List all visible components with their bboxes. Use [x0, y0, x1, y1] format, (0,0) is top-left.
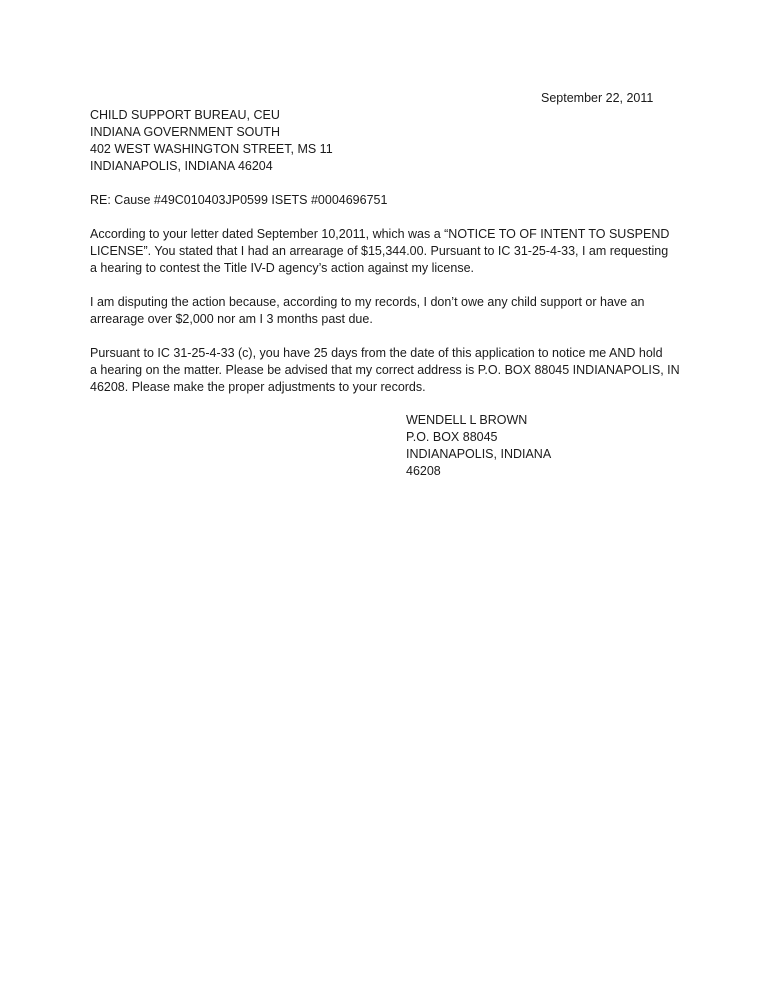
paragraph-line: arrearage over $2,000 nor am I 3 months past due.	[90, 312, 373, 326]
recipient-line: INDIANAPOLIS, INDIANA 46204	[90, 159, 273, 173]
subject-line: RE: Cause #49C010403JP0599 ISETS #0004696751	[90, 193, 388, 207]
paragraph-line: 46208. Please make the proper adjustments to your records.	[90, 380, 426, 394]
paragraph-line: According to your letter dated September 10,2011, which was a “NOTICE TO OF INTENT TO SUSPEND	[90, 227, 670, 241]
signature-line: WENDELL L BROWN	[406, 413, 528, 427]
paragraph-hearing	[90, 345, 690, 396]
recipient-line: INDIANA GOVERNMENT SOUTH	[90, 125, 281, 139]
paragraph-line: a hearing to contest the Title IV-D agency’s action against my license.	[90, 261, 475, 275]
letter-date: September 22, 2011	[541, 91, 654, 105]
recipient-line: CHILD SUPPORT BUREAU, CEU	[90, 108, 280, 122]
recipient-line: 402 WEST WASHINGTON STREET, MS 11	[90, 142, 333, 156]
paragraph-line: I am disputing the action because, according to my records, I don’t owe any child support or have an	[90, 295, 645, 309]
recipient-address	[90, 107, 333, 175]
signature-line: 46208	[406, 464, 441, 478]
signature-line: INDIANAPOLIS, INDIANA	[406, 447, 552, 461]
paragraph-line: LICENSE”. You stated that I had an arrearage of $15,344.00. Pursuant to IC 31-25-4-33, I am requesting	[90, 244, 669, 258]
paragraph-dispute	[90, 294, 690, 328]
paragraph-line: a hearing on the matter. Please be advised that my correct address is P.O. BOX 88045 INDIANAPOLIS, IN	[90, 363, 680, 377]
paragraph-notice	[90, 226, 690, 277]
signature-line: P.O. BOX 88045	[406, 430, 498, 444]
signature-block	[406, 412, 551, 480]
paragraph-line: Pursuant to IC 31-25-4-33 (c), you have 25 days from the date of this application to notice me AND hold	[90, 346, 663, 360]
